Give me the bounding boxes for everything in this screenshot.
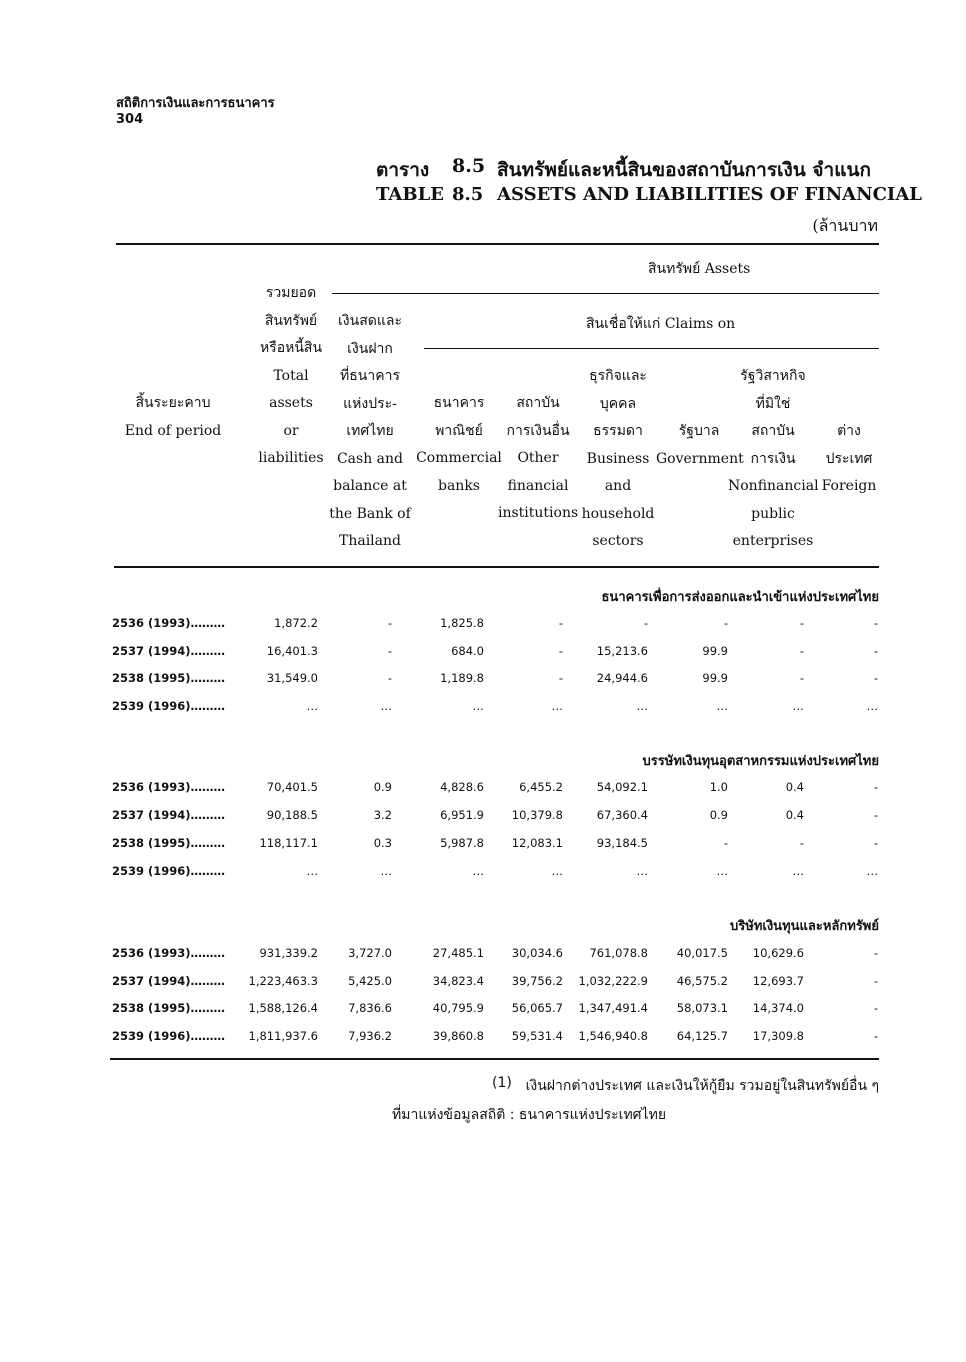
cell-foreign: … bbox=[866, 864, 878, 878]
row-label: 2538 (1995)……… bbox=[112, 836, 226, 850]
cell-nonfinancial: 14,374.0 bbox=[752, 1001, 804, 1015]
cell-total: 1,223,463.3 bbox=[248, 974, 318, 988]
section-title: บรรษัทเงินทุนอุตสาหกรรมแห่งประเทศไทย bbox=[642, 754, 879, 769]
row-label: 2538 (1995)……… bbox=[112, 1001, 226, 1015]
table-title-english-text: ASSETS AND LIABILITIES OF FINANCIAL bbox=[497, 184, 922, 205]
row-label: 2537 (1994)……… bbox=[112, 974, 226, 988]
cell-government: - bbox=[723, 836, 728, 850]
cell-other-fi: … bbox=[551, 699, 563, 713]
cell-cash: - bbox=[387, 671, 392, 685]
cell-total: 90,188.5 bbox=[266, 808, 318, 822]
cell-government: 58,073.1 bbox=[676, 1001, 728, 1015]
cell-commercial: 39,860.8 bbox=[432, 1029, 484, 1043]
header-other-fi: สถาบัน การเงินอื่น Other financial institutions bbox=[498, 395, 579, 521]
cell-other-fi: 10,379.8 bbox=[511, 808, 563, 822]
cell-government: 46,575.2 bbox=[676, 974, 728, 988]
cell-other-fi: - bbox=[558, 644, 563, 658]
cell-foreign: - bbox=[873, 671, 878, 685]
cell-nonfinancial: 0.4 bbox=[785, 780, 804, 794]
cell-nonfinancial: 0.4 bbox=[785, 808, 804, 822]
cell-foreign: - bbox=[873, 974, 878, 988]
cell-commercial: 6,951.9 bbox=[440, 808, 484, 822]
cell-business: … bbox=[636, 699, 648, 713]
cell-commercial: … bbox=[472, 864, 484, 878]
page-number: 304 bbox=[116, 112, 144, 127]
cell-cash: 7,936.2 bbox=[348, 1029, 392, 1043]
cell-foreign: - bbox=[873, 780, 878, 794]
unit-label: (ล้านบาท bbox=[812, 216, 878, 235]
cell-other-fi: 12,083.1 bbox=[511, 836, 563, 850]
cell-cash: - bbox=[387, 616, 392, 630]
cell-other-fi: 6,455.2 bbox=[519, 780, 563, 794]
cell-foreign: - bbox=[873, 1029, 878, 1043]
cell-cash: … bbox=[380, 699, 392, 713]
claims-rule bbox=[424, 348, 879, 349]
cell-other-fi: 59,531.4 bbox=[511, 1029, 563, 1043]
cell-nonfinancial: … bbox=[792, 864, 804, 878]
cell-commercial: 4,828.6 bbox=[440, 780, 484, 794]
cell-government: 40,017.5 bbox=[676, 946, 728, 960]
header-bottom-rule bbox=[114, 566, 879, 568]
header-business: ธุรกิจและ บุคคล ธรรมดา Business and household sectors bbox=[581, 368, 655, 549]
table-title-thai-text: สินทรัพย์และหนี้สินของสถาบันการเงิน จำแนก bbox=[497, 159, 871, 181]
row-label: 2538 (1995)……… bbox=[112, 671, 226, 685]
bottom-rule bbox=[110, 1058, 879, 1060]
section-title: ธนาคารเพื่อการส่งออกและนำเข้าแห่งประเทศไทย bbox=[601, 590, 879, 605]
cell-government: - bbox=[723, 616, 728, 630]
cell-nonfinancial: - bbox=[799, 644, 804, 658]
header-foreign: ต่าง ประเทศ Foreign bbox=[821, 423, 877, 494]
cell-nonfinancial: - bbox=[799, 671, 804, 685]
row-label: 2536 (1993)……… bbox=[112, 780, 226, 794]
cell-nonfinancial: - bbox=[799, 836, 804, 850]
cell-government: 99.9 bbox=[702, 644, 728, 658]
cell-foreign: - bbox=[873, 946, 878, 960]
cell-cash: … bbox=[380, 864, 392, 878]
cell-total: 931,339.2 bbox=[259, 946, 318, 960]
cell-business: 15,213.6 bbox=[596, 644, 648, 658]
cell-government: 0.9 bbox=[709, 808, 728, 822]
cell-business: 1,546,940.8 bbox=[578, 1029, 648, 1043]
cell-nonfinancial: … bbox=[792, 699, 804, 713]
cell-nonfinancial: - bbox=[799, 616, 804, 630]
cell-business: 54,092.1 bbox=[596, 780, 648, 794]
row-label: 2539 (1996)……… bbox=[112, 864, 226, 878]
cell-other-fi: - bbox=[558, 671, 563, 685]
header-cash: เงินสดและ เงินฝาก ที่ธนาคาร แห่งประ- เทศไทย Cash and balance at the Bank of Thailand bbox=[329, 313, 411, 549]
cell-commercial: 27,485.1 bbox=[432, 946, 484, 960]
cell-business: 1,032,222.9 bbox=[578, 974, 648, 988]
cell-government: 64,125.7 bbox=[676, 1029, 728, 1043]
section-title: บริษัทเงินทุนและหลักทรัพย์ bbox=[730, 919, 879, 934]
cell-cash: 0.9 bbox=[373, 780, 392, 794]
cell-government: … bbox=[716, 864, 728, 878]
cell-government: 99.9 bbox=[702, 671, 728, 685]
running-header-title: สถิติการเงินและการธนาคาร bbox=[116, 96, 275, 111]
cell-total: … bbox=[306, 699, 318, 713]
cell-other-fi: 39,756.2 bbox=[511, 974, 563, 988]
cell-foreign: - bbox=[873, 808, 878, 822]
cell-total: … bbox=[306, 864, 318, 878]
cell-foreign: - bbox=[873, 1001, 878, 1015]
cell-nonfinancial: 10,629.6 bbox=[752, 946, 804, 960]
cell-business: - bbox=[643, 616, 648, 630]
table-title-english-number: 8.5 bbox=[452, 184, 484, 205]
cell-other-fi: … bbox=[551, 864, 563, 878]
cell-other-fi: 30,034.6 bbox=[511, 946, 563, 960]
row-label: 2539 (1996)……… bbox=[112, 699, 226, 713]
row-label: 2537 (1994)……… bbox=[112, 808, 226, 822]
cell-total: 70,401.5 bbox=[266, 780, 318, 794]
cell-business: … bbox=[636, 864, 648, 878]
header-commercial-banks: ธนาคาร พาณิชย์ Commercial banks bbox=[416, 395, 502, 494]
cell-total: 118,117.1 bbox=[259, 836, 318, 850]
row-label: 2536 (1993)……… bbox=[112, 946, 226, 960]
cell-government: 1.0 bbox=[709, 780, 728, 794]
table-title-number: 8.5 bbox=[452, 155, 486, 177]
header-government: รัฐบาล Government bbox=[656, 423, 744, 467]
cell-business: 67,360.4 bbox=[596, 808, 648, 822]
cell-total: 1,588,126.4 bbox=[248, 1001, 318, 1015]
cell-foreign: - bbox=[873, 644, 878, 658]
source-note: ที่มาแห่งข้อมูลสถิติ : ธนาคารแห่งประเทศไทย bbox=[392, 1107, 667, 1123]
claims-group-header: สินเชื่อให้แก่ Claims on bbox=[586, 316, 736, 332]
cell-commercial: 684.0 bbox=[451, 644, 484, 658]
cell-nonfinancial: 17,309.8 bbox=[752, 1029, 804, 1043]
cell-other-fi: 56,065.7 bbox=[511, 1001, 563, 1015]
cell-commercial: 40,795.9 bbox=[432, 1001, 484, 1015]
cell-total: 1,811,937.6 bbox=[248, 1029, 318, 1043]
cell-business: 93,184.5 bbox=[596, 836, 648, 850]
footnote-marker: (1) bbox=[492, 1075, 512, 1091]
cell-foreign: - bbox=[873, 836, 878, 850]
table-title-english-label: TABLE bbox=[376, 184, 444, 205]
cell-cash: - bbox=[387, 644, 392, 658]
top-rule bbox=[116, 243, 879, 245]
header-period: สิ้นระยะคาบ End of period bbox=[124, 395, 222, 439]
assets-rule bbox=[332, 293, 879, 294]
cell-other-fi: - bbox=[558, 616, 563, 630]
assets-group-header: สินทรัพย์ Assets bbox=[648, 261, 751, 277]
cell-foreign: … bbox=[866, 699, 878, 713]
cell-cash: 7,836.6 bbox=[348, 1001, 392, 1015]
cell-total: 16,401.3 bbox=[266, 644, 318, 658]
cell-business: 761,078.8 bbox=[589, 946, 648, 960]
cell-commercial: 1,825.8 bbox=[440, 616, 484, 630]
cell-total: 1,872.2 bbox=[274, 616, 318, 630]
cell-commercial: … bbox=[472, 699, 484, 713]
cell-cash: 3,727.0 bbox=[348, 946, 392, 960]
header-total: รวมยอด สินทรัพย์ หรือหนี้สิน Total assets or liabilities bbox=[258, 285, 324, 466]
row-label: 2539 (1996)……… bbox=[112, 1029, 226, 1043]
table-title-thai-label: ตาราง bbox=[376, 159, 430, 181]
cell-nonfinancial: 12,693.7 bbox=[752, 974, 804, 988]
cell-cash: 3.2 bbox=[373, 808, 392, 822]
row-label: 2536 (1993)……… bbox=[112, 616, 226, 630]
cell-commercial: 34,823.4 bbox=[432, 974, 484, 988]
cell-cash: 0.3 bbox=[373, 836, 392, 850]
cell-total: 31,549.0 bbox=[266, 671, 318, 685]
cell-business: 1,347,491.4 bbox=[578, 1001, 648, 1015]
cell-government: … bbox=[716, 699, 728, 713]
cell-commercial: 1,189.8 bbox=[440, 671, 484, 685]
row-label: 2537 (1994)……… bbox=[112, 644, 226, 658]
footnote-text: เงินฝากต่างประเทศ และเงินให้กู้ยืม รวมอยู่ในสินทรัพย์อื่น ๆ bbox=[525, 1078, 879, 1094]
header-nonfinancial: รัฐวิสาหกิจ ที่มิใช่ สถาบัน การเงิน Nonfinancial public enterprises bbox=[728, 368, 819, 549]
cell-foreign: - bbox=[873, 616, 878, 630]
cell-cash: 5,425.0 bbox=[348, 974, 392, 988]
cell-commercial: 5,987.8 bbox=[440, 836, 484, 850]
cell-business: 24,944.6 bbox=[596, 671, 648, 685]
